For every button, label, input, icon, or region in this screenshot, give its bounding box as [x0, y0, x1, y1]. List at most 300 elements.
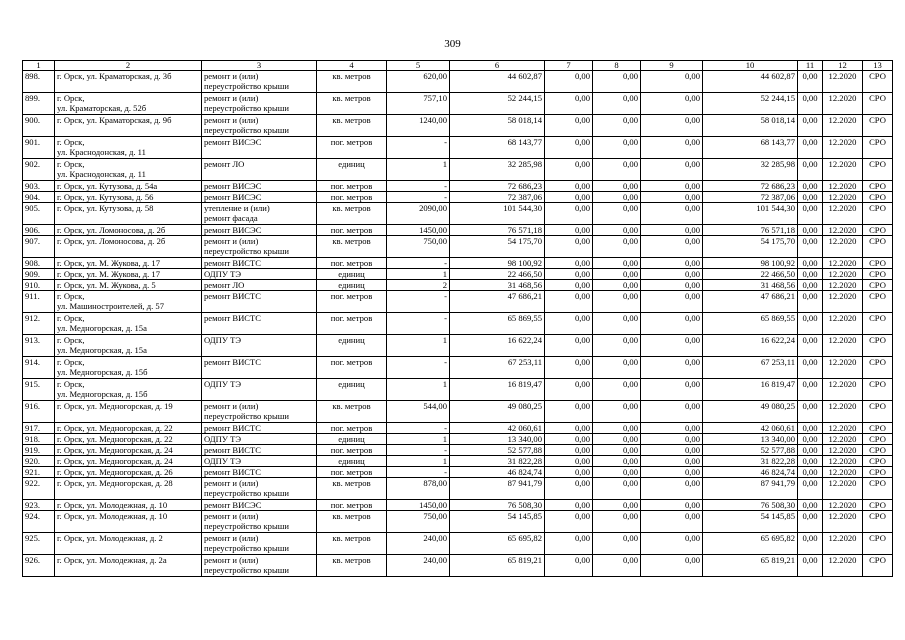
cost-col8-cell: 0,00 [545, 236, 593, 258]
source-cell: СРО [863, 379, 893, 401]
address-line-1: г. Орск, [57, 335, 85, 345]
unit-cell: единиц [317, 159, 387, 181]
cost-total-cell: 67 253,11 [450, 357, 545, 379]
deadline-cell: 12.2020 [823, 379, 863, 401]
cost-total-cell: 44 602,87 [450, 71, 545, 93]
quantity-cell: 240,00 [387, 533, 450, 555]
source-cell: СРО [863, 71, 893, 93]
cost-col8-cell: 0,00 [545, 291, 593, 313]
cost-col10-cell: 0,00 [641, 511, 703, 533]
unit-cell: единиц [317, 280, 387, 291]
cost-col11-cell: 16 819,47 [703, 379, 798, 401]
deadline-cell: 12.2020 [823, 555, 863, 577]
cost-col8-cell: 0,00 [545, 181, 593, 192]
source-cell: СРО [863, 357, 893, 379]
table-row [23, 379, 893, 401]
cost-col12-cell: 0,00 [798, 280, 823, 291]
cost-total-cell: 87 941,79 [450, 478, 545, 500]
unit-cell: единиц [317, 379, 387, 401]
quantity-cell: 1450,00 [387, 225, 450, 236]
page-number: 309 [444, 38, 461, 50]
cost-total-cell: 31 822,28 [450, 456, 545, 467]
column-header-8: 8 [593, 61, 641, 71]
unit-cell: кв. метров [317, 555, 387, 577]
address-line-1: г. Орск, ул. Молодежная, д. 10 [57, 511, 168, 521]
deadline-cell: 12.2020 [823, 236, 863, 258]
work-line-1: ремонт ВИСЭС [204, 225, 262, 235]
deadline-cell: 12.2020 [823, 225, 863, 236]
row-number: 899. [23, 93, 55, 115]
address-line-1: г. Орск, [57, 379, 85, 389]
cost-col12-cell: 0,00 [798, 401, 823, 423]
cost-col8-cell: 0,00 [545, 500, 593, 511]
address-cell [55, 258, 202, 269]
cost-col10-cell: 0,00 [641, 434, 703, 445]
work-type-cell [202, 291, 317, 313]
deadline-cell: 12.2020 [823, 192, 863, 203]
table-row [23, 225, 893, 236]
work-line-1: утепление и (или) [204, 203, 270, 213]
column-header-13: 13 [863, 61, 893, 71]
work-line-2: переустройство крыши [204, 81, 289, 91]
cost-col12-cell: 0,00 [798, 478, 823, 500]
work-type-cell [202, 236, 317, 258]
address-cell [55, 137, 202, 159]
table-row [23, 258, 893, 269]
work-line-1: ремонт и (или) [204, 478, 259, 488]
table-row [23, 269, 893, 280]
table-row [23, 291, 893, 313]
cost-col8-cell: 0,00 [545, 533, 593, 555]
address-line-2: ул. Краснодонская, д. 11 [57, 147, 146, 157]
cost-col10-cell: 0,00 [641, 71, 703, 93]
cost-col8-cell: 0,00 [545, 445, 593, 456]
work-line-1: ремонт и (или) [204, 511, 259, 521]
cost-total-cell: 76 508,30 [450, 500, 545, 511]
cost-col8-cell: 0,00 [545, 401, 593, 423]
cost-col9-cell: 0,00 [593, 236, 641, 258]
work-type-cell [202, 192, 317, 203]
quantity-cell: 1 [387, 269, 450, 280]
row-number: 924. [23, 511, 55, 533]
cost-col10-cell: 0,00 [641, 555, 703, 577]
address-cell [55, 335, 202, 357]
table-row [23, 192, 893, 203]
address-line-1: г. Орск, ул. Кутузова, д. 58 [57, 203, 154, 213]
cost-col8-cell: 0,00 [545, 280, 593, 291]
source-cell: СРО [863, 192, 893, 203]
table-row [23, 335, 893, 357]
address-line-1: г. Орск, ул. М. Жукова, д. 17 [57, 258, 161, 268]
cost-col11-cell: 76 571,18 [703, 225, 798, 236]
address-line-1: г. Орск, ул. Краматорская, д. 3б [57, 71, 172, 81]
cost-col8-cell: 0,00 [545, 511, 593, 533]
work-line-1: ремонт ВИСЭС [204, 192, 262, 202]
work-line-2: переустройство крыши [204, 488, 289, 498]
source-cell: СРО [863, 401, 893, 423]
table-row [23, 500, 893, 511]
source-cell: СРО [863, 203, 893, 225]
source-cell: СРО [863, 280, 893, 291]
cost-col11-cell: 54 175,70 [703, 236, 798, 258]
cost-col11-cell: 42 060,61 [703, 423, 798, 434]
cost-col11-cell: 98 100,92 [703, 258, 798, 269]
deadline-cell: 12.2020 [823, 500, 863, 511]
address-line-2: ул. Медногорская, д. 15а [57, 323, 147, 333]
work-line-1: ремонт и (или) [204, 71, 259, 81]
table-row [23, 93, 893, 115]
column-header-3: 3 [202, 61, 317, 71]
cost-col12-cell: 0,00 [798, 511, 823, 533]
column-header-12: 12 [823, 61, 863, 71]
cost-col9-cell: 0,00 [593, 137, 641, 159]
quantity-cell: 750,00 [387, 236, 450, 258]
cost-col12-cell: 0,00 [798, 71, 823, 93]
source-cell: СРО [863, 533, 893, 555]
cost-col11-cell: 65 869,55 [703, 313, 798, 335]
deadline-cell: 12.2020 [823, 335, 863, 357]
cost-col11-cell: 44 602,87 [703, 71, 798, 93]
cost-col8-cell: 0,00 [545, 379, 593, 401]
cost-col10-cell: 0,00 [641, 280, 703, 291]
deadline-cell: 12.2020 [823, 203, 863, 225]
cost-col12-cell: 0,00 [798, 335, 823, 357]
cost-col9-cell: 0,00 [593, 533, 641, 555]
deadline-cell: 12.2020 [823, 291, 863, 313]
address-line-2: ул. Медногорская, д. 15а [57, 345, 147, 355]
cost-col11-cell: 58 018,14 [703, 115, 798, 137]
work-line-1: ОДПУ ТЭ [204, 434, 242, 444]
address-line-1: г. Орск, [57, 313, 85, 323]
cost-col8-cell: 0,00 [545, 555, 593, 577]
source-cell: СРО [863, 478, 893, 500]
cost-col11-cell: 76 508,30 [703, 500, 798, 511]
cost-total-cell: 16 819,47 [450, 379, 545, 401]
cost-col12-cell: 0,00 [798, 423, 823, 434]
deadline-cell: 12.2020 [823, 159, 863, 181]
unit-cell: пог. метров [317, 357, 387, 379]
work-line-1: ремонт ВИСТС [204, 445, 262, 455]
cost-total-cell: 22 466,50 [450, 269, 545, 280]
unit-cell: пог. метров [317, 291, 387, 313]
cost-total-cell: 54 175,70 [450, 236, 545, 258]
column-number-header-row [23, 61, 893, 71]
table-body [23, 61, 893, 577]
row-number: 915. [23, 379, 55, 401]
row-number: 910. [23, 280, 55, 291]
deadline-cell: 12.2020 [823, 478, 863, 500]
table-row [23, 236, 893, 258]
address-line-1: г. Орск, ул. Медногорская, д. 22 [57, 434, 173, 444]
cost-total-cell: 72 387,06 [450, 192, 545, 203]
work-line-1: ремонт и (или) [204, 401, 259, 411]
source-cell: СРО [863, 269, 893, 280]
table-row [23, 181, 893, 192]
cost-total-cell: 32 285,98 [450, 159, 545, 181]
work-type-cell [202, 555, 317, 577]
address-line-1: г. Орск, ул. Медногорская, д. 22 [57, 423, 173, 433]
cost-total-cell: 98 100,92 [450, 258, 545, 269]
work-type-cell [202, 93, 317, 115]
cost-col9-cell: 0,00 [593, 93, 641, 115]
unit-cell: кв. метров [317, 511, 387, 533]
address-line-2: ул. Машиностроителей, д. 57 [57, 301, 164, 311]
work-type-cell [202, 533, 317, 555]
quantity-cell: 2 [387, 280, 450, 291]
column-header-2: 2 [55, 61, 202, 71]
cost-col10-cell: 0,00 [641, 269, 703, 280]
work-type-cell [202, 478, 317, 500]
address-line-1: г. Орск, ул. Ломоносова, д. 2б [57, 225, 166, 235]
quantity-cell: 620,00 [387, 71, 450, 93]
source-cell: СРО [863, 291, 893, 313]
address-line-1: г. Орск, ул. Краматорская, д. 9б [57, 115, 172, 125]
cost-col8-cell: 0,00 [545, 137, 593, 159]
row-number: 917. [23, 423, 55, 434]
quantity-cell: 1 [387, 379, 450, 401]
cost-col10-cell: 0,00 [641, 181, 703, 192]
work-line-1: ОДПУ ТЭ [204, 335, 242, 345]
deadline-cell: 12.2020 [823, 533, 863, 555]
work-line-2: переустройство крыши [204, 521, 289, 531]
unit-cell: кв. метров [317, 115, 387, 137]
unit-cell: пог. метров [317, 192, 387, 203]
cost-col9-cell: 0,00 [593, 456, 641, 467]
address-line-2: ул. Краматорская, д. 52б [57, 103, 147, 113]
unit-cell: единиц [317, 434, 387, 445]
cost-col9-cell: 0,00 [593, 203, 641, 225]
address-line-1: г. Орск, ул. Медногорская, д. 26 [57, 467, 173, 477]
cost-total-cell: 52 244,15 [450, 93, 545, 115]
address-line-1: г. Орск, [57, 159, 85, 169]
cost-col10-cell: 0,00 [641, 159, 703, 181]
quantity-cell: - [387, 357, 450, 379]
cost-col10-cell: 0,00 [641, 225, 703, 236]
work-type-cell [202, 137, 317, 159]
row-number: 926. [23, 555, 55, 577]
address-cell [55, 203, 202, 225]
cost-col12-cell: 0,00 [798, 379, 823, 401]
source-cell: СРО [863, 456, 893, 467]
cost-col11-cell: 46 824,74 [703, 467, 798, 478]
table-row [23, 313, 893, 335]
cost-col8-cell: 0,00 [545, 258, 593, 269]
quantity-cell: - [387, 445, 450, 456]
cost-col12-cell: 0,00 [798, 225, 823, 236]
cost-col8-cell: 0,00 [545, 225, 593, 236]
deadline-cell: 12.2020 [823, 269, 863, 280]
cost-col10-cell: 0,00 [641, 533, 703, 555]
deadline-cell: 12.2020 [823, 423, 863, 434]
cost-col12-cell: 0,00 [798, 456, 823, 467]
cost-total-cell: 54 145,85 [450, 511, 545, 533]
quantity-cell: 757,10 [387, 93, 450, 115]
cost-col11-cell: 65 695,82 [703, 533, 798, 555]
cost-col11-cell: 32 285,98 [703, 159, 798, 181]
cost-total-cell: 101 544,30 [450, 203, 545, 225]
cost-total-cell: 58 018,14 [450, 115, 545, 137]
source-cell: СРО [863, 423, 893, 434]
cost-total-cell: 68 143,77 [450, 137, 545, 159]
cost-col9-cell: 0,00 [593, 291, 641, 313]
address-cell [55, 71, 202, 93]
work-line-2: переустройство крыши [204, 543, 289, 553]
work-line-1: ремонт и (или) [204, 115, 259, 125]
cost-col12-cell: 0,00 [798, 357, 823, 379]
unit-cell: единиц [317, 456, 387, 467]
cost-col10-cell: 0,00 [641, 445, 703, 456]
column-header-9: 9 [641, 61, 703, 71]
address-line-2: ул. Медногорская, д. 15б [57, 367, 148, 377]
repair-schedule-table [22, 60, 893, 577]
address-cell [55, 456, 202, 467]
source-cell: СРО [863, 434, 893, 445]
work-type-cell [202, 181, 317, 192]
address-line-2: ул. Медногорская, д. 15б [57, 389, 148, 399]
row-number: 916. [23, 401, 55, 423]
cost-col9-cell: 0,00 [593, 379, 641, 401]
unit-cell: кв. метров [317, 93, 387, 115]
deadline-cell: 12.2020 [823, 434, 863, 445]
row-number: 905. [23, 203, 55, 225]
row-number: 921. [23, 467, 55, 478]
source-cell: СРО [863, 236, 893, 258]
cost-col11-cell: 13 340,00 [703, 434, 798, 445]
cost-col9-cell: 0,00 [593, 181, 641, 192]
source-cell: СРО [863, 511, 893, 533]
row-number: 903. [23, 181, 55, 192]
cost-col10-cell: 0,00 [641, 401, 703, 423]
quantity-cell: 1 [387, 434, 450, 445]
work-type-cell [202, 269, 317, 280]
work-line-1: ремонт ВИСЭС [204, 181, 262, 191]
cost-col11-cell: 67 253,11 [703, 357, 798, 379]
quantity-cell: 1 [387, 456, 450, 467]
source-cell: СРО [863, 181, 893, 192]
source-cell: СРО [863, 335, 893, 357]
work-line-1: ремонт ВИСЭС [204, 137, 262, 147]
address-line-1: г. Орск, ул. М. Жукова, д. 5 [57, 280, 156, 290]
cost-col10-cell: 0,00 [641, 203, 703, 225]
deadline-cell: 12.2020 [823, 467, 863, 478]
work-line-1: ремонт ВИСЭС [204, 500, 262, 510]
quantity-cell: - [387, 192, 450, 203]
quantity-cell: - [387, 258, 450, 269]
row-number: 920. [23, 456, 55, 467]
cost-total-cell: 76 571,18 [450, 225, 545, 236]
cost-col11-cell: 52 244,15 [703, 93, 798, 115]
cost-total-cell: 46 824,74 [450, 467, 545, 478]
cost-col9-cell: 0,00 [593, 313, 641, 335]
address-line-1: г. Орск, ул. Кутузова, д. 54а [57, 181, 158, 191]
quantity-cell: 878,00 [387, 478, 450, 500]
row-number: 906. [23, 225, 55, 236]
unit-cell: кв. метров [317, 401, 387, 423]
cost-total-cell: 47 686,21 [450, 291, 545, 313]
unit-cell: кв. метров [317, 71, 387, 93]
unit-cell: кв. метров [317, 236, 387, 258]
work-line-1: ремонт ЛО [204, 280, 245, 290]
quantity-cell: 1 [387, 159, 450, 181]
cost-col8-cell: 0,00 [545, 269, 593, 280]
cost-col10-cell: 0,00 [641, 313, 703, 335]
address-cell [55, 423, 202, 434]
source-cell: СРО [863, 313, 893, 335]
deadline-cell: 12.2020 [823, 258, 863, 269]
address-cell [55, 511, 202, 533]
cost-col11-cell: 22 466,50 [703, 269, 798, 280]
cost-col10-cell: 0,00 [641, 236, 703, 258]
quantity-cell: - [387, 137, 450, 159]
cost-col10-cell: 0,00 [641, 379, 703, 401]
cost-total-cell: 42 060,61 [450, 423, 545, 434]
work-line-1: ремонт и (или) [204, 555, 259, 565]
work-type-cell [202, 203, 317, 225]
address-cell [55, 379, 202, 401]
cost-col11-cell: 87 941,79 [703, 478, 798, 500]
work-type-cell [202, 500, 317, 511]
address-cell [55, 280, 202, 291]
cost-col11-cell: 68 143,77 [703, 137, 798, 159]
cost-col8-cell: 0,00 [545, 478, 593, 500]
cost-col12-cell: 0,00 [798, 445, 823, 456]
work-line-1: ремонт ЛО [204, 159, 245, 169]
column-header-6: 6 [450, 61, 545, 71]
table-row [23, 445, 893, 456]
quantity-cell: - [387, 467, 450, 478]
cost-col12-cell: 0,00 [798, 269, 823, 280]
work-line-2: переустройство крыши [204, 103, 289, 113]
cost-col10-cell: 0,00 [641, 115, 703, 137]
work-type-cell [202, 258, 317, 269]
work-type-cell [202, 280, 317, 291]
address-cell [55, 192, 202, 203]
address-cell [55, 93, 202, 115]
table-row [23, 115, 893, 137]
cost-col12-cell: 0,00 [798, 500, 823, 511]
cost-col9-cell: 0,00 [593, 555, 641, 577]
address-line-1: г. Орск, [57, 137, 85, 147]
source-cell: СРО [863, 467, 893, 478]
column-header-11: 11 [798, 61, 823, 71]
address-cell [55, 401, 202, 423]
deadline-cell: 12.2020 [823, 181, 863, 192]
row-number: 904. [23, 192, 55, 203]
cost-col9-cell: 0,00 [593, 467, 641, 478]
cost-total-cell: 13 340,00 [450, 434, 545, 445]
deadline-cell: 12.2020 [823, 511, 863, 533]
cost-col9-cell: 0,00 [593, 478, 641, 500]
row-number: 911. [23, 291, 55, 313]
unit-cell: пог. метров [317, 313, 387, 335]
cost-col9-cell: 0,00 [593, 445, 641, 456]
cost-col9-cell: 0,00 [593, 401, 641, 423]
table-row [23, 478, 893, 500]
cost-col11-cell: 31 822,28 [703, 456, 798, 467]
quantity-cell: 750,00 [387, 511, 450, 533]
deadline-cell: 12.2020 [823, 401, 863, 423]
deadline-cell: 12.2020 [823, 71, 863, 93]
work-type-cell [202, 434, 317, 445]
address-line-1: г. Орск, [57, 93, 85, 103]
cost-col12-cell: 0,00 [798, 203, 823, 225]
cost-col8-cell: 0,00 [545, 192, 593, 203]
address-cell [55, 445, 202, 456]
address-cell [55, 159, 202, 181]
cost-col12-cell: 0,00 [798, 236, 823, 258]
cost-col10-cell: 0,00 [641, 258, 703, 269]
cost-col8-cell: 0,00 [545, 93, 593, 115]
